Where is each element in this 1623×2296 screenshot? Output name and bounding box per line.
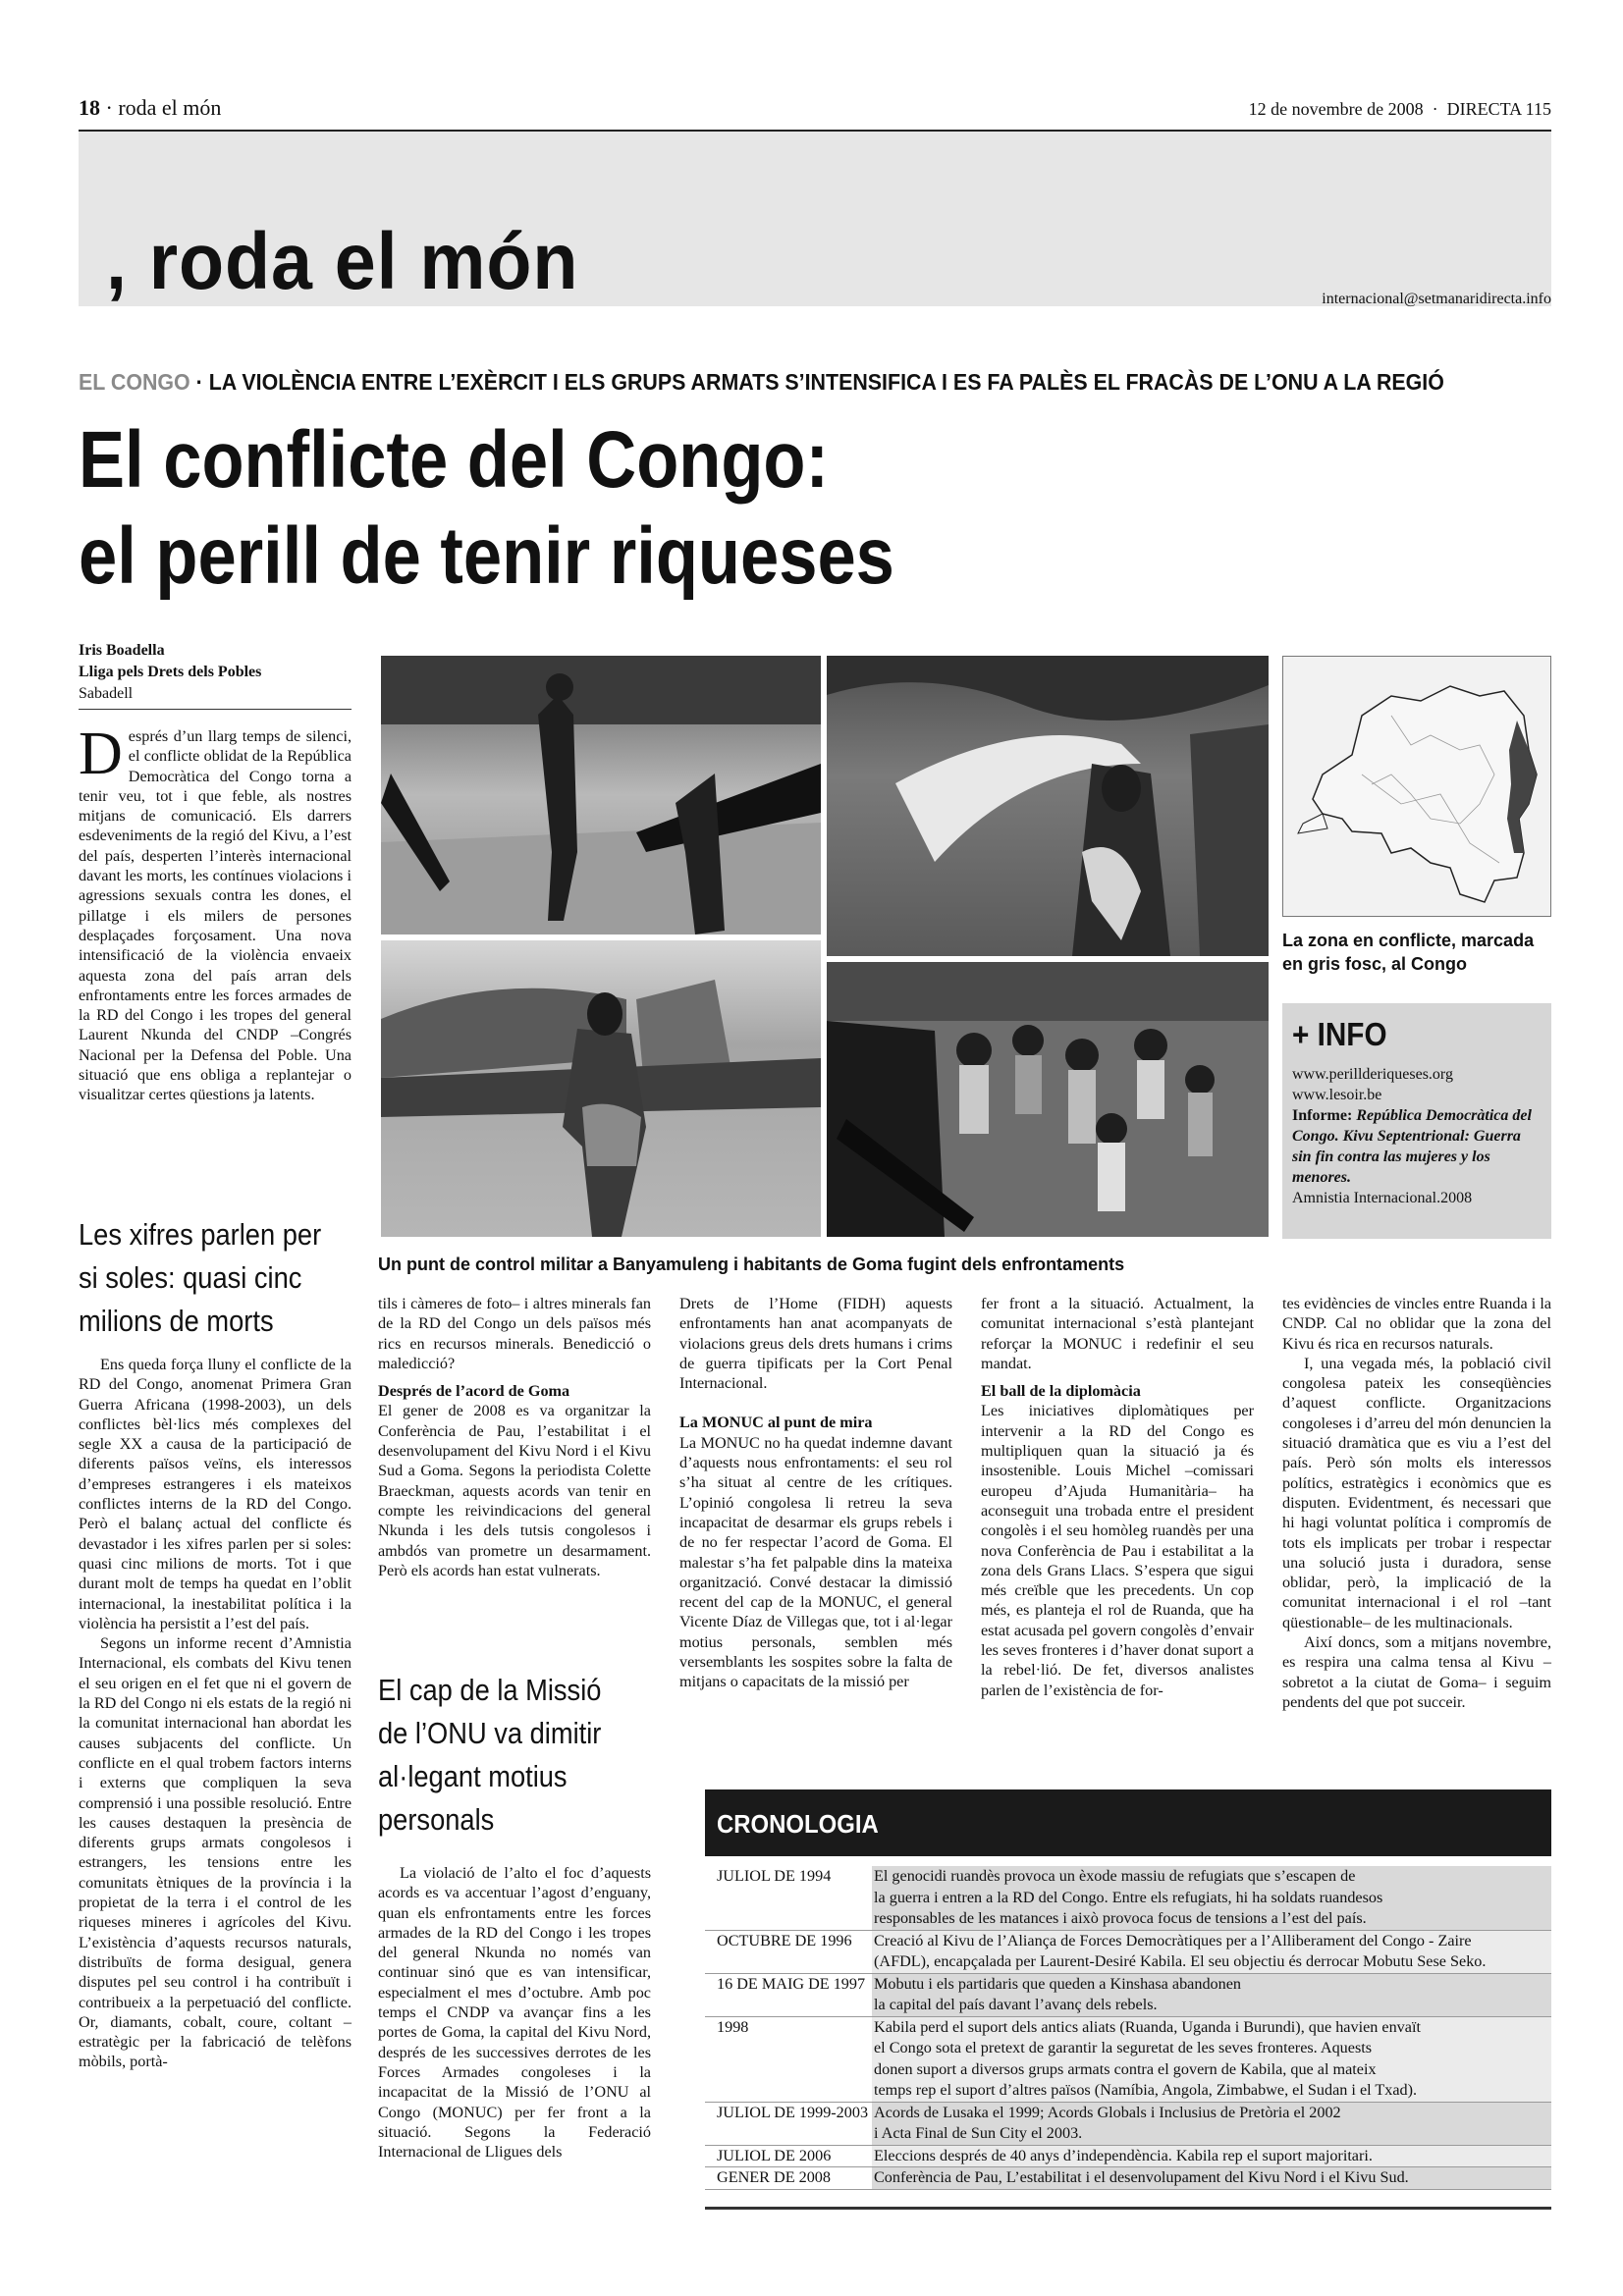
chronology-date: 1998 (705, 2017, 872, 2102)
info-link[interactable]: www.perillderiqueses.org (1292, 1066, 1453, 1083)
congo-map (1282, 656, 1551, 917)
author-location: Sabadell (79, 685, 134, 702)
paragraph: La MONUC no ha quedat indemne davant d’aquests nous enfrontaments: el seu rol s’ha situat al centre de les crítiques. L’opinió congolesa li retreu la seva incapacitat de desarmar els grups rebels i de no fer respectar l’acord de Goma. El malestar s’ha fet palpable dins la mateixa organització. Convé destacar la dimissió recent del cap de la MONUC, el general Vicente Díaz de Villegas que, tot i al·legar motius personals, semblen més versemblants les sospites sobre la falta de mitjans o capacitats de la missió per (679, 1433, 952, 1691)
photo-caption: Un punt de control militar a Banyamuleng i habitants de Goma fugint dels enfrontaments (378, 1255, 1125, 1274)
info-report-title: República Democràtica del Congo. Kivu Septentrional: Guerra sin fin contra las mujeres y los menores. (1292, 1107, 1532, 1186)
headline-line-1: El conflicte del Congo: (79, 415, 829, 505)
info-title: + INFO (1292, 1016, 1387, 1052)
chronology-row (705, 1866, 1551, 1931)
chronology-row (705, 2146, 1551, 2168)
drop-cap: D (79, 721, 123, 787)
paragraph: fer front a la situació. Actualment, la comunitat internacional s’està plantejant reforçar la MONUC i redefinir el seu mandat. (981, 1295, 1254, 1372)
crosshead-goma: Després de l’acord de Goma (378, 1382, 570, 1401)
chronology-text: Creació al Kivu de l’Aliança de Forces Democràtiques per a l’Alliberament del Congo - Zaire (AFDL), encapçalada per Laurent-Desiré Kabila. El seu objectiu és derrocar Mobutu Sese Seko. (872, 1931, 1551, 1973)
paragraph: Així doncs, som a mitjans novembre, es respira una calma tensa al Kivu –sobretot a la ciutat de Goma– i seguim pendents del que pot succeir. (1282, 1633, 1551, 1711)
map-caption: La zona en conflicte, marcada en gris fosc, al Congo (1282, 931, 1535, 974)
chronology-text: Acords de Lusaka el 1999; Acords Globals i Inclusius de Pretòria el 2002 i Acta Final de Sun City el 2003. (872, 2103, 1551, 2145)
info-link[interactable]: www.lesoir.be (1292, 1087, 1382, 1103)
photo-checkpoint (381, 656, 821, 934)
issue-date: 12 de novembre de 2008 (1248, 99, 1424, 119)
chronology-footer-rule (705, 2190, 1551, 2210)
dateline: 12 de novembre de 2008 · DIRECTA 115 (1248, 99, 1551, 119)
chronology-row (705, 2103, 1551, 2146)
congo-map-image (1283, 657, 1550, 916)
column-1-intro (79, 721, 352, 1105)
checkpoint-photo-image (381, 656, 821, 934)
folio-section: roda el món (118, 95, 222, 120)
chronology-box (705, 1789, 1551, 2210)
paragraph: tils i càmeres de foto– i altres minerals fan de la RD del Congo un dels països més rics en recursos minerals. Benedicció o maledicció? (378, 1295, 651, 1372)
info-report-source: Amnistia Internacional.2008 (1292, 1190, 1473, 1206)
chronology-text: El genocidi ruandès provoca un èxode massiu de refugiats que s’escapen de la guerra i entren a la RD del Congo. Entre els refugiats, hi ha soldats ruandesos responsables de les matances i això provoca focus de tensions a l’est del país. (872, 1866, 1551, 1930)
chronology-title: CRONOLOGIA (717, 1809, 879, 1839)
kicker-tag: EL CONGO (79, 369, 190, 395)
chronology-row (705, 1974, 1551, 2017)
info-report (1292, 1105, 1542, 1188)
paragraph: El gener de 2008 es va organitzar la Conferència de Pau, l’estabilitat i el desenvolupament del Kivu Nord i el Kivu Sud a Goma. Segons la periodista Colette Braeckman, aquests acords van tenir en compte les reivindicacions del general Nkunda i les dels tutsis congolesos i ambdós van prometre un desarmament. Però els acords han estat vulnerats. (378, 1402, 651, 1579)
chronology-date: JULIOL DE 1999-2003 (705, 2103, 872, 2145)
chronology-text: Eleccions després de 40 anys d’independència. Kabila rep el suport majoritari. (872, 2146, 1551, 2167)
headline-line-2: el perill de tenir riqueses (79, 511, 894, 601)
chronology-date: GENER DE 2008 (705, 2167, 872, 2189)
chronology-date: JULIOL DE 2006 (705, 2146, 872, 2167)
paragraph: Ens queda força lluny el conflicte de la RD del Congo, anomenat Primera Gran Guerra Africana (1998-2003), un dels conflictes bèl·lics més complexes del segle XX a causa de la participació de diferents països veïns, els interessos d’empreses estrangeres i els mateixos conflictes interns de la RD del Congo. Però el balanç actual del conflicte és devastador i les xifres parlen per si soles: quasi cinc milions de morts. Tot i que durant molt de temps ha quedat en l’oblit internacional, la inestabilitat política i la violència ha persistit a l’est del país. (79, 1356, 352, 1632)
chronology-date: 16 DE MAIG DE 1997 (705, 1974, 872, 2016)
section-title: , roda el món (106, 217, 579, 306)
column-5 (1282, 1294, 1551, 1712)
crosshead-monuc: La MONUC al punt de mira (679, 1414, 873, 1432)
column-1-body (79, 1355, 352, 2072)
page-number: 18 (79, 95, 100, 120)
mattress-photo-image (827, 656, 1269, 956)
paragraph: La violació de l’alto el foc d’aquests acords es va accentuar l’agost d’enguany, quan els enfrontaments entre les forces armades de la RD del Congo i les tropes del general Nkunda no només van continuar sinó que es van intensificar, especialment el mes d’octubre. Amb poc temps el CNDP va avançar fins a les portes de Goma, la capital del Kivu Nord, després de les successives derrotes de les Forces Armades congoleses i la incapacitat de la Missió de l’ONU al Congo (MONUC) per fer front a la situació. Segons la Federació Internacional de Lligues dels (378, 1864, 651, 2162)
subhead-xifres: Les xifres parlen per si soles: quasi cinc milions de morts (79, 1217, 322, 1338)
photo-fleeing-woman (381, 940, 821, 1237)
issue-number: DIRECTA 115 (1446, 99, 1551, 119)
crosshead-diplomacia: El ball de la diplomàcia (981, 1382, 1141, 1401)
intro-paragraph: esprés d’un llarg temps de silenci, el conflicte oblidat de la República Democràtica del Congo torna a tenir veu, tot i que feble, als nostres mitjans de comunicació. Els darrers esdeveniments de la regió del Kivu, a l’est del país, desperten l’interès internacional davant les morts, les contínues violacions i agressions sexuals contra les dones, el pillatge i els milers de persones desplaçades forçosament. Una nova intensificació de la violència envaeix aquesta zona del país arran dels enfrontaments entre les forces armades de la RD del Congo i les tropes del general Laurent Nkunda del CNDP –Congrés Nacional per la Defensa del Poble. Una situació que ens obliga a replantejar o visualitzar certes qüestions ja latents. (79, 727, 352, 1104)
paragraph: Les iniciatives diplomàtiques per intervenir a la RD del Congo es multipliquen quan la situació ja és insostenible. Louis Michel –comissari europeu d’Ajuda Humanitària– ha aconseguit una trobada entre el president congolès i el seu homòleg ruandès per una nova Conferència de Pau i estabilitat a la zona dels Grans Llacs. S’espera que sigui més creïble que les precedents. Un cop més, es planteja el rol de Ruanda, que ha estat acusada pel govern congolès d’envair les seves fronteres i d’haver donat suport a la rebel·lió. De fet, diversos analistes parlen de l’existència de for- (981, 1402, 1254, 1699)
chronology-date: OCTUBRE DE 1996 (705, 1931, 872, 1973)
subhead-monuc: El cap de la Missió de l’ONU va dimitir al·legant motius personals (378, 1673, 602, 1837)
photo-mattress-carrier (827, 656, 1269, 956)
author-organization: Lliga pels Drets dels Pobles (79, 664, 262, 680)
chronology-rows (705, 1866, 1551, 2190)
info-box (1282, 1003, 1551, 1239)
column-3 (679, 1294, 952, 1692)
paragraph: tes evidències de vincles entre Ruanda i la CNDP. Cal no oblidar que la zona del Kivu és rica en recursos naturals. (1282, 1295, 1551, 1353)
chronology-text: Kabila perd el suport dels antics aliats (Ruanda, Uganda i Burundi), que havien envaït el Congo sota el pretext de garantir la seguretat de les seves fronteres. Aquests donen suport a diversos grups armats contra el govern de Kabila, que al mateix temps rep el suport d’altres països (Namíbia, Angola, Zimbabwe, el Sudan i el Txad). (872, 2017, 1551, 2102)
paragraph: Drets de l’Home (FIDH) aquests enfrontaments han anat acompanyats de violacions greus dels drets humans i crims de guerra tipificats per la Cort Penal Internacional. (679, 1295, 952, 1393)
section-email[interactable]: internacional@setmanaridirecta.info (1322, 291, 1551, 307)
chronology-header (705, 1789, 1551, 1856)
column-2 (378, 1294, 651, 1580)
chronology-row (705, 2167, 1551, 2190)
kicker-text: LA VIOLÈNCIA ENTRE L’EXÈRCIT I ELS GRUPS ARMATS S’INTENSIFICA I ES FA PALÈS EL FRACÀS DE L’ONU A LA REGIÓ (208, 369, 1444, 395)
fleeing-woman-photo-image (381, 940, 821, 1237)
author-name: Iris Boadella (79, 642, 165, 659)
photo-children (827, 962, 1269, 1237)
kicker: EL CONGO · LA VIOLÈNCIA ENTRE L’EXÈRCIT I ELS GRUPS ARMATS S’INTENSIFICA I ES FA PALÈS EL FRACÀS DE L’ONU A LA REGIÓ (79, 369, 1444, 395)
column-4 (981, 1294, 1254, 1700)
paragraph: I, una vegada més, la població civil congolesa pateix les conseqüències d’aquest conflicte. Organitzacions congoleses i d’arreu del món denuncien la situació dramàtica que es viu a l’est del país. Però són molts els interessos polítics, estratègics i econòmics que es disputen. Evidentment, és necessari que hi hagi voluntat política i compromís de tots els implicats per trobar i respectar una solució justa i duradora, sense oblidar, però, la implicació de la comunitat internacional i el rol –tant qüestionable– de les multinacionals. (1282, 1354, 1551, 1631)
page-folio: 18 · roda el món (79, 95, 222, 120)
chronology-row (705, 1931, 1551, 1974)
chronology-date: JULIOL DE 1994 (705, 1866, 872, 1930)
chronology-text: Mobutu i els partidaris que queden a Kinshasa abandonen la capital del país davant l’avanç dels rebels. (872, 1974, 1551, 2016)
paragraph: Segons un informe recent d’Amnistia Internacional, els combats del Kivu tenen el seu origen en el fet que ni el govern de la RD del Congo ni els estats de la regió ni la comunitat internacional han abordat les causes subjacents del conflicte. Un conflicte en el qual trobem factors interns i externs que compliquen la seva comprensió i una possible resolució. Entre les causes destaquen la presència de diferents grups armats congolesos i estrangers, les tensions entre les comunitats ètniques de la província i la propietat de la terra i el control de les riqueses mineres i agrícoles del Kivu. L’existència d’aquests recursos naturals, distribuïts de forma desigual, genera disputes pel seu control i ha contribuït i contribueix a la perpetuació del conflicte. Or, diamants, cobalt, coure, coltant –estratègic per la fabricació de telèfons mòbils, portà- (79, 1634, 352, 2071)
chronology-text: Conferència de Pau, L’estabilitat i el desenvolupament del Kivu Nord i el Kivu Sud. (872, 2167, 1551, 2189)
byline (79, 640, 352, 710)
children-photo-image (827, 962, 1269, 1237)
info-report-prefix: Informe: (1292, 1107, 1357, 1124)
chronology-row (705, 2017, 1551, 2103)
headline (79, 412, 894, 605)
column-2-body (378, 1863, 651, 2162)
